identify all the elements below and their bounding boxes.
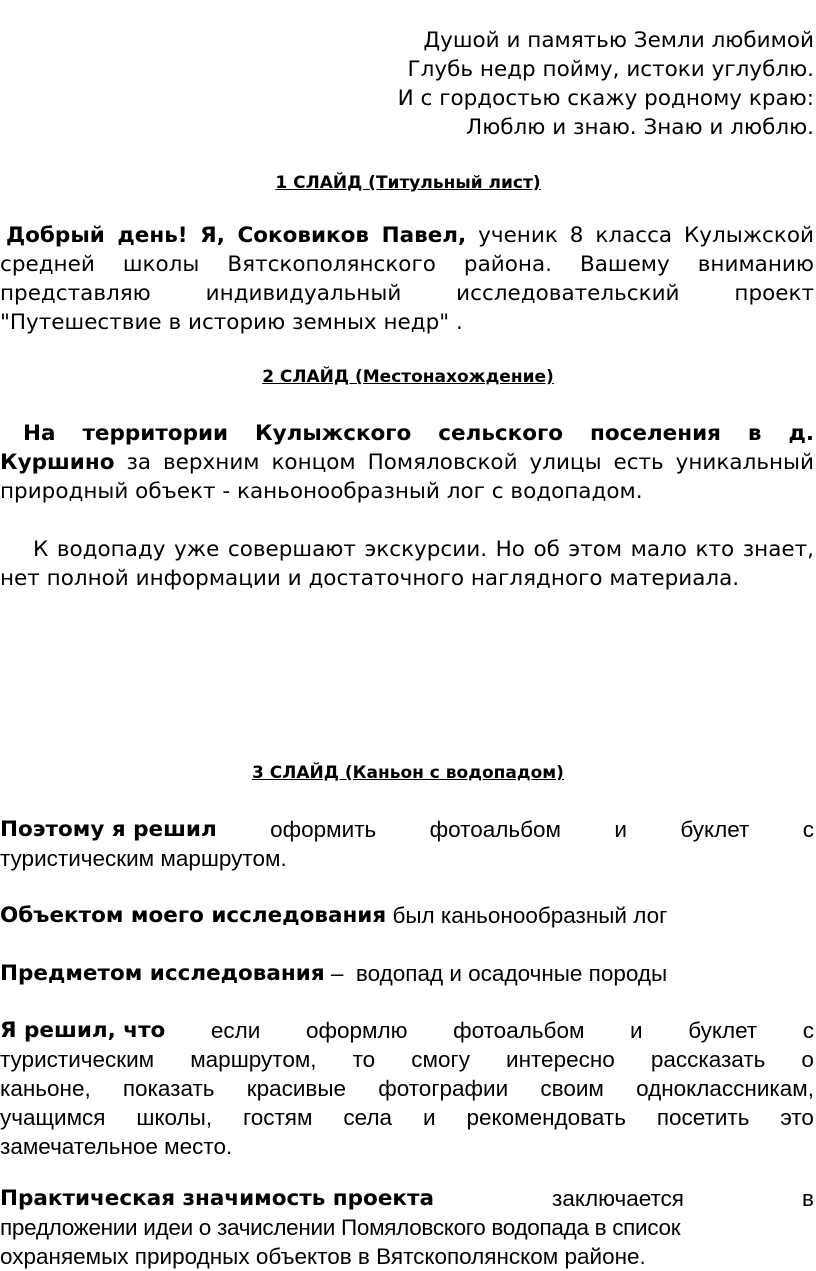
subject-bold: Предметом исследования [0,961,325,986]
poem-line: И с гордостью скажу родному краю: [397,86,814,111]
object-bold: Объектом моего исследования [0,903,387,928]
word: посетить [656,1105,750,1130]
word: с [802,1018,814,1043]
word: о [801,1047,814,1072]
word: если [210,1018,261,1043]
word: маршрутом, [190,1047,317,1072]
word: рекомендовать [466,1105,626,1130]
slide1-greeting: Добрый день! Я, Соковиков Павел, [6,223,467,248]
slide2-paragraph-1 [0,419,814,506]
word: и [422,1105,436,1130]
slide1-text: ученик 8 класса Кулыжской средней школы Вятскополянского района. Вашему вниманию представляю индивидуальный исследовательский проект "Путешествие в историю земных недр" . [0,223,814,335]
word: рассказать [650,1047,766,1072]
word: оформить [270,817,377,842]
decision-text-end: туристическим маршрутом. [0,846,287,871]
word: одноклассникам, [636,1076,814,1101]
word: школы, [136,1105,213,1130]
slide2-paragraph-2: К водопаду уже совершают экскурсии. Но об этом мало кто знает, нет полной информации и достаточного наглядного материала. [0,537,814,591]
decision-paragraph [0,815,814,873]
word: это [780,1105,814,1130]
word: в [802,1186,814,1211]
word: каньоне, [0,1076,91,1101]
word: смогу [411,1047,470,1072]
slide3-heading: 3 СЛАЙД (Каньон с водопадом) [252,763,564,783]
word: и [614,817,627,842]
hypothesis-text-end: замечательное место. [0,1134,233,1159]
epigraph-poem [398,26,814,142]
slide2-location: На территории Кулыжского сельского поселения в д. Куршино [0,421,814,475]
significance-bold: Практическая значимость проекта [0,1186,434,1211]
word: интересно [506,1047,615,1072]
word: буклет [680,817,750,842]
object-paragraph [0,901,814,930]
word: села [343,1105,393,1130]
slide1-paragraph [0,221,814,337]
word: фотографии [378,1076,509,1101]
significance-paragraph [0,1184,814,1271]
decision-bold: Поэтому я решил [0,817,217,842]
subject-paragraph [0,959,814,988]
word: гостям [243,1105,313,1130]
word: фотоальбом [453,1018,585,1043]
word: оформлю [305,1018,408,1043]
word: то [352,1047,376,1072]
word: красивые [246,1076,347,1101]
poem-line: Люблю и знаю. Знаю и люблю. [466,115,814,140]
word: учащимся [0,1105,106,1130]
word: заключается [552,1186,684,1211]
word: и [630,1018,643,1043]
word: буклет [688,1018,758,1043]
significance-text-end: охраняемых природных объектов в Вятскополянском районе. [0,1244,646,1269]
poem-line: Душой и памятью Земли любимой [423,28,814,53]
word: показать [122,1076,215,1101]
word: с [802,817,814,842]
significance-text: предложении идеи о зачислении Помяловского водопада в список [0,1215,681,1240]
slide2-location-text: за верхним концом Помяловской улицы есть уникальный природный объект - каньонообразный лог с водопадом. [0,450,814,504]
word: фотоальбом [429,817,561,842]
poem-line: Глубь недр пойму, истоки углублю. [407,57,814,82]
object-text: был каньонообразный лог [386,903,668,928]
hypothesis-paragraph [0,1016,814,1161]
subject-text: – водопад и осадочные породы [324,961,668,986]
slide1-heading: 1 СЛАЙД (Титульный лист) [275,173,541,193]
word: туристическим [0,1047,155,1072]
hypothesis-bold: Я решил, что [0,1018,166,1043]
slide2-heading: 2 СЛАЙД (Местонахождение) [262,367,554,387]
word: своим [540,1076,604,1101]
